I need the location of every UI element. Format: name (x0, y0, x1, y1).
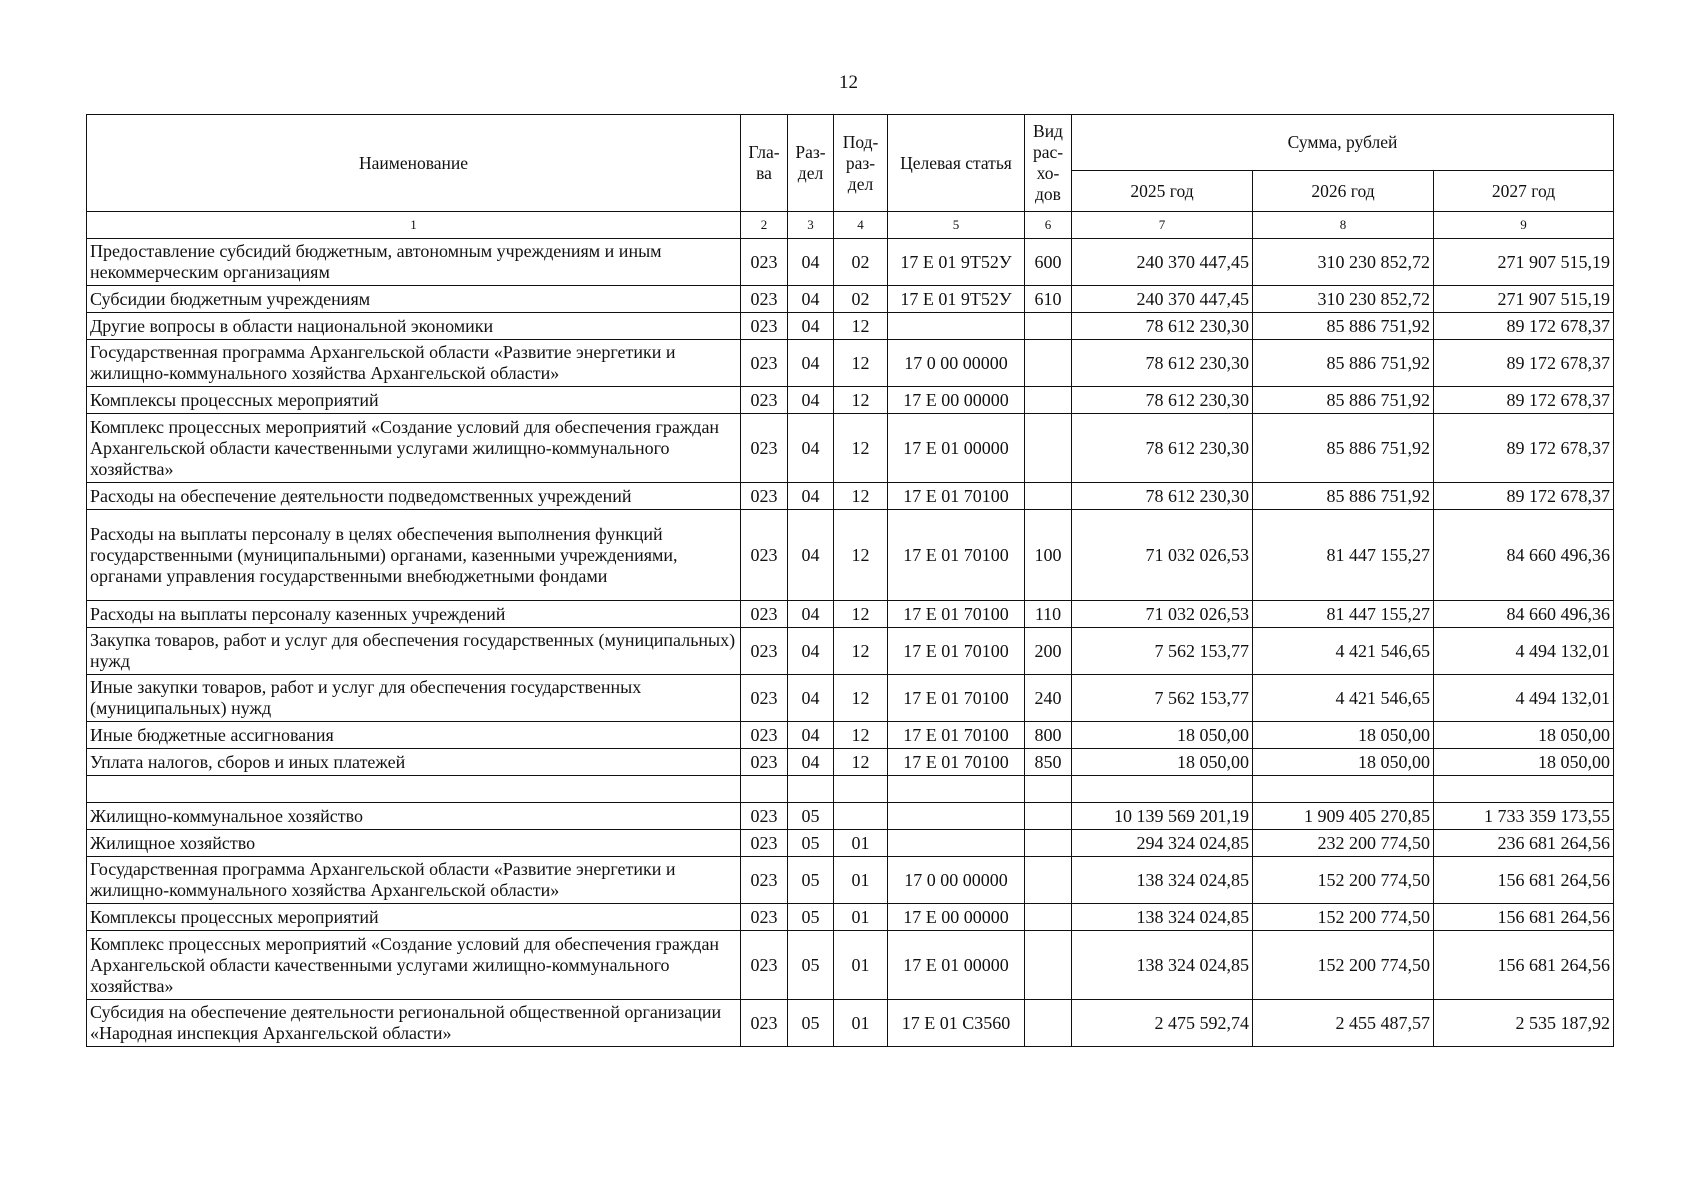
column-number: 2 (741, 212, 788, 239)
row-vid-rashodov (1025, 904, 1072, 931)
row-name: Комплекс процессных мероприятий «Создание условий для обеспечения граждан Архангельской области качественными услугами жилищно-коммунального хозяйства» (87, 414, 741, 483)
header-year-2027: 2027 год (1434, 171, 1614, 212)
row-celevaya-statya: 17 Е 01 70100 (888, 483, 1025, 510)
row-vid-rashodov: 850 (1025, 749, 1072, 776)
table-row (87, 340, 1614, 387)
row-sum-2025: 18 050,00 (1072, 749, 1253, 776)
row-glava: 023 (741, 904, 788, 931)
row-sum-2026: 2 455 487,57 (1253, 1000, 1434, 1047)
table-row (87, 675, 1614, 722)
row-vid-rashodov: 100 (1025, 510, 1072, 601)
row-razdel: 04 (788, 722, 834, 749)
row-podrazdel: 12 (834, 722, 888, 749)
column-number: 7 (1072, 212, 1253, 239)
row-celevaya-statya (888, 313, 1025, 340)
row-glava: 023 (741, 857, 788, 904)
row-podrazdel (834, 803, 888, 830)
header-summa: Сумма, рублей (1072, 115, 1614, 171)
row-razdel: 04 (788, 340, 834, 387)
column-number: 6 (1025, 212, 1072, 239)
row-name: Комплексы процессных мероприятий (87, 904, 741, 931)
row-sum-2027: 18 050,00 (1434, 722, 1614, 749)
row-sum-2027: 4 494 132,01 (1434, 675, 1614, 722)
row-celevaya-statya: 17 Е 01 70100 (888, 628, 1025, 675)
row-sum-2027: 236 681 264,56 (1434, 830, 1614, 857)
row-podrazdel: 12 (834, 749, 888, 776)
table-row (87, 830, 1614, 857)
row-sum-2025: 10 139 569 201,19 (1072, 803, 1253, 830)
row-podrazdel: 12 (834, 340, 888, 387)
header-glava: Гла-ва (741, 115, 788, 212)
header-razdel: Раз-дел (788, 115, 834, 212)
row-podrazdel: 02 (834, 286, 888, 313)
table-row (87, 904, 1614, 931)
row-sum-2025: 78 612 230,30 (1072, 313, 1253, 340)
row-podrazdel: 01 (834, 931, 888, 1000)
row-glava: 023 (741, 414, 788, 483)
row-vid-rashodov (1025, 857, 1072, 904)
row-glava: 023 (741, 387, 788, 414)
row-vid-rashodov (1025, 776, 1072, 803)
table-row (87, 313, 1614, 340)
row-celevaya-statya: 17 Е 01 70100 (888, 675, 1025, 722)
row-sum-2027: 4 494 132,01 (1434, 628, 1614, 675)
row-sum-2027: 84 660 496,36 (1434, 510, 1614, 601)
row-glava: 023 (741, 830, 788, 857)
row-sum-2025: 240 370 447,45 (1072, 239, 1253, 286)
table-row (87, 628, 1614, 675)
table-row (87, 1000, 1614, 1047)
row-name: Уплата налогов, сборов и иных платежей (87, 749, 741, 776)
row-name: Другие вопросы в области национальной экономики (87, 313, 741, 340)
row-podrazdel: 01 (834, 830, 888, 857)
row-vid-rashodov (1025, 931, 1072, 1000)
row-name: Субсидия на обеспечение деятельности региональной общественной организации «Народная инспекция Архангельской области» (87, 1000, 741, 1047)
row-sum-2026: 85 886 751,92 (1253, 414, 1434, 483)
row-sum-2026: 85 886 751,92 (1253, 313, 1434, 340)
table-row (87, 286, 1614, 313)
row-name: Комплекс процессных мероприятий «Создание условий для обеспечения граждан Архангельской области качественными услугами жилищно-коммунального хозяйства» (87, 931, 741, 1000)
row-podrazdel (834, 776, 888, 803)
column-number: 8 (1253, 212, 1434, 239)
row-glava: 023 (741, 803, 788, 830)
row-celevaya-statya (888, 830, 1025, 857)
row-sum-2027: 271 907 515,19 (1434, 286, 1614, 313)
row-vid-rashodov (1025, 483, 1072, 510)
row-glava: 023 (741, 1000, 788, 1047)
row-razdel: 04 (788, 601, 834, 628)
row-sum-2027: 18 050,00 (1434, 749, 1614, 776)
row-glava: 023 (741, 483, 788, 510)
row-sum-2025 (1072, 776, 1253, 803)
budget-table (86, 114, 1614, 1047)
row-vid-rashodov (1025, 414, 1072, 483)
row-sum-2026: 18 050,00 (1253, 749, 1434, 776)
row-name: Расходы на обеспечение деятельности подведомственных учреждений (87, 483, 741, 510)
row-sum-2026: 310 230 852,72 (1253, 239, 1434, 286)
table-row (87, 387, 1614, 414)
row-razdel (788, 776, 834, 803)
row-sum-2027: 89 172 678,37 (1434, 483, 1614, 510)
row-sum-2027: 89 172 678,37 (1434, 414, 1614, 483)
row-sum-2026: 152 200 774,50 (1253, 904, 1434, 931)
row-razdel: 05 (788, 857, 834, 904)
row-podrazdel: 12 (834, 601, 888, 628)
page-number: 12 (839, 72, 858, 93)
row-celevaya-statya: 17 Е 00 00000 (888, 904, 1025, 931)
row-sum-2025: 138 324 024,85 (1072, 931, 1253, 1000)
column-number: 4 (834, 212, 888, 239)
row-sum-2025: 7 562 153,77 (1072, 675, 1253, 722)
column-number: 1 (87, 212, 741, 239)
row-podrazdel: 12 (834, 387, 888, 414)
table-row (87, 722, 1614, 749)
row-celevaya-statya: 17 Е 01 00000 (888, 414, 1025, 483)
column-number: 5 (888, 212, 1025, 239)
row-celevaya-statya: 17 Е 01 70100 (888, 601, 1025, 628)
row-vid-rashodov: 110 (1025, 601, 1072, 628)
row-razdel: 05 (788, 904, 834, 931)
row-glava: 023 (741, 239, 788, 286)
row-razdel: 05 (788, 1000, 834, 1047)
row-sum-2026: 18 050,00 (1253, 722, 1434, 749)
row-razdel: 04 (788, 414, 834, 483)
row-sum-2026: 4 421 546,65 (1253, 675, 1434, 722)
row-name: Предоставление субсидий бюджетным, автономным учреждениям и иным некоммерческим организациям (87, 239, 741, 286)
row-podrazdel: 12 (834, 675, 888, 722)
table-row (87, 803, 1614, 830)
row-vid-rashodov (1025, 803, 1072, 830)
row-celevaya-statya: 17 Е 01 00000 (888, 931, 1025, 1000)
table-row (87, 776, 1614, 803)
row-celevaya-statya: 17 Е 01 9Т52У (888, 286, 1025, 313)
row-podrazdel: 12 (834, 414, 888, 483)
row-glava: 023 (741, 931, 788, 1000)
row-razdel: 04 (788, 239, 834, 286)
row-podrazdel: 01 (834, 857, 888, 904)
row-sum-2027: 1 733 359 173,55 (1434, 803, 1614, 830)
row-glava: 023 (741, 749, 788, 776)
column-numbers-row (87, 212, 1614, 239)
row-glava: 023 (741, 340, 788, 387)
row-celevaya-statya: 17 Е 01 9Т52У (888, 239, 1025, 286)
row-sum-2025: 7 562 153,77 (1072, 628, 1253, 675)
row-razdel: 05 (788, 830, 834, 857)
row-sum-2025: 78 612 230,30 (1072, 340, 1253, 387)
row-podrazdel: 12 (834, 510, 888, 601)
row-sum-2026: 310 230 852,72 (1253, 286, 1434, 313)
row-glava: 023 (741, 601, 788, 628)
row-sum-2027: 89 172 678,37 (1434, 340, 1614, 387)
row-name: Государственная программа Архангельской области «Развитие энергетики и жилищно-коммунального хозяйства Архангельской области» (87, 857, 741, 904)
row-sum-2025: 71 032 026,53 (1072, 601, 1253, 628)
row-celevaya-statya: 17 Е 01 70100 (888, 510, 1025, 601)
row-name (87, 776, 741, 803)
row-sum-2025: 138 324 024,85 (1072, 904, 1253, 931)
row-sum-2025: 294 324 024,85 (1072, 830, 1253, 857)
row-sum-2027 (1434, 776, 1614, 803)
row-podrazdel: 12 (834, 483, 888, 510)
row-razdel: 05 (788, 931, 834, 1000)
row-celevaya-statya: 17 Е 01 70100 (888, 749, 1025, 776)
row-sum-2026: 1 909 405 270,85 (1253, 803, 1434, 830)
row-razdel: 04 (788, 286, 834, 313)
row-name: Расходы на выплаты персоналу казенных учреждений (87, 601, 741, 628)
header-year-2026: 2026 год (1253, 171, 1434, 212)
row-vid-rashodov (1025, 1000, 1072, 1047)
row-sum-2027: 89 172 678,37 (1434, 313, 1614, 340)
row-podrazdel: 02 (834, 239, 888, 286)
row-sum-2027: 271 907 515,19 (1434, 239, 1614, 286)
row-sum-2026 (1253, 776, 1434, 803)
row-podrazdel: 01 (834, 904, 888, 931)
row-razdel: 04 (788, 313, 834, 340)
row-vid-rashodov: 800 (1025, 722, 1072, 749)
row-name: Государственная программа Архангельской области «Развитие энергетики и жилищно-коммунального хозяйства Архангельской области» (87, 340, 741, 387)
table-row (87, 601, 1614, 628)
row-podrazdel: 12 (834, 628, 888, 675)
row-vid-rashodov: 610 (1025, 286, 1072, 313)
row-sum-2027: 156 681 264,56 (1434, 931, 1614, 1000)
header-name: Наименование (87, 115, 741, 212)
row-glava: 023 (741, 628, 788, 675)
row-celevaya-statya: 17 0 00 00000 (888, 857, 1025, 904)
row-sum-2027: 156 681 264,56 (1434, 857, 1614, 904)
column-number: 9 (1434, 212, 1614, 239)
row-sum-2025: 18 050,00 (1072, 722, 1253, 749)
row-sum-2026: 152 200 774,50 (1253, 857, 1434, 904)
table-row (87, 749, 1614, 776)
row-sum-2027: 84 660 496,36 (1434, 601, 1614, 628)
row-sum-2025: 71 032 026,53 (1072, 510, 1253, 601)
row-vid-rashodov (1025, 313, 1072, 340)
row-sum-2026: 81 447 155,27 (1253, 601, 1434, 628)
table-row (87, 931, 1614, 1000)
row-celevaya-statya (888, 776, 1025, 803)
row-sum-2025: 2 475 592,74 (1072, 1000, 1253, 1047)
row-name: Субсидии бюджетным учреждениям (87, 286, 741, 313)
table-row (87, 857, 1614, 904)
row-sum-2026: 152 200 774,50 (1253, 931, 1434, 1000)
table-body (87, 239, 1614, 1047)
row-name: Комплексы процессных мероприятий (87, 387, 741, 414)
row-razdel: 04 (788, 483, 834, 510)
row-razdel: 05 (788, 803, 834, 830)
row-sum-2027: 89 172 678,37 (1434, 387, 1614, 414)
table-row (87, 483, 1614, 510)
row-name: Закупка товаров, работ и услуг для обеспечения государственных (муниципальных) нужд (87, 628, 741, 675)
row-razdel: 04 (788, 628, 834, 675)
row-name: Жилищное хозяйство (87, 830, 741, 857)
row-glava: 023 (741, 510, 788, 601)
row-name: Жилищно-коммунальное хозяйство (87, 803, 741, 830)
row-vid-rashodov: 200 (1025, 628, 1072, 675)
row-glava: 023 (741, 313, 788, 340)
row-name: Расходы на выплаты персоналу в целях обеспечения выполнения функций государственными (муниципальными) органами, казенными учреждениями, органами управления государственными внебюджетными фондами (87, 510, 741, 601)
row-sum-2025: 138 324 024,85 (1072, 857, 1253, 904)
row-razdel: 04 (788, 749, 834, 776)
row-sum-2026: 85 886 751,92 (1253, 340, 1434, 387)
header-podrazdel: Под-раз-дел (834, 115, 888, 212)
row-vid-rashodov: 240 (1025, 675, 1072, 722)
row-glava: 023 (741, 675, 788, 722)
row-celevaya-statya: 17 0 00 00000 (888, 340, 1025, 387)
row-sum-2026: 4 421 546,65 (1253, 628, 1434, 675)
row-vid-rashodov (1025, 830, 1072, 857)
row-razdel: 04 (788, 510, 834, 601)
row-sum-2026: 85 886 751,92 (1253, 387, 1434, 414)
row-name: Иные закупки товаров, работ и услуг для обеспечения государственных (муниципальных) нужд (87, 675, 741, 722)
column-number: 3 (788, 212, 834, 239)
row-sum-2027: 156 681 264,56 (1434, 904, 1614, 931)
row-sum-2027: 2 535 187,92 (1434, 1000, 1614, 1047)
row-razdel: 04 (788, 675, 834, 722)
row-sum-2026: 85 886 751,92 (1253, 483, 1434, 510)
row-vid-rashodov (1025, 340, 1072, 387)
row-sum-2025: 240 370 447,45 (1072, 286, 1253, 313)
row-glava: 023 (741, 722, 788, 749)
row-glava: 023 (741, 286, 788, 313)
row-sum-2025: 78 612 230,30 (1072, 387, 1253, 414)
header-vid-rashodov: Вид рас-хо-дов (1025, 115, 1072, 212)
row-name: Иные бюджетные ассигнования (87, 722, 741, 749)
table-row (87, 510, 1614, 601)
table-row (87, 239, 1614, 286)
row-sum-2025: 78 612 230,30 (1072, 483, 1253, 510)
row-podrazdel: 01 (834, 1000, 888, 1047)
row-sum-2026: 232 200 774,50 (1253, 830, 1434, 857)
row-podrazdel: 12 (834, 313, 888, 340)
row-sum-2026: 81 447 155,27 (1253, 510, 1434, 601)
header-celevaya-statya: Целевая статья (888, 115, 1025, 212)
row-celevaya-statya (888, 803, 1025, 830)
row-vid-rashodov (1025, 387, 1072, 414)
table-row (87, 414, 1614, 483)
row-sum-2025: 78 612 230,30 (1072, 414, 1253, 483)
row-glava (741, 776, 788, 803)
header-year-2025: 2025 год (1072, 171, 1253, 212)
row-celevaya-statya: 17 Е 01 70100 (888, 722, 1025, 749)
row-celevaya-statya: 17 Е 01 С3560 (888, 1000, 1025, 1047)
row-vid-rashodov: 600 (1025, 239, 1072, 286)
row-celevaya-statya: 17 Е 00 00000 (888, 387, 1025, 414)
row-razdel: 04 (788, 387, 834, 414)
